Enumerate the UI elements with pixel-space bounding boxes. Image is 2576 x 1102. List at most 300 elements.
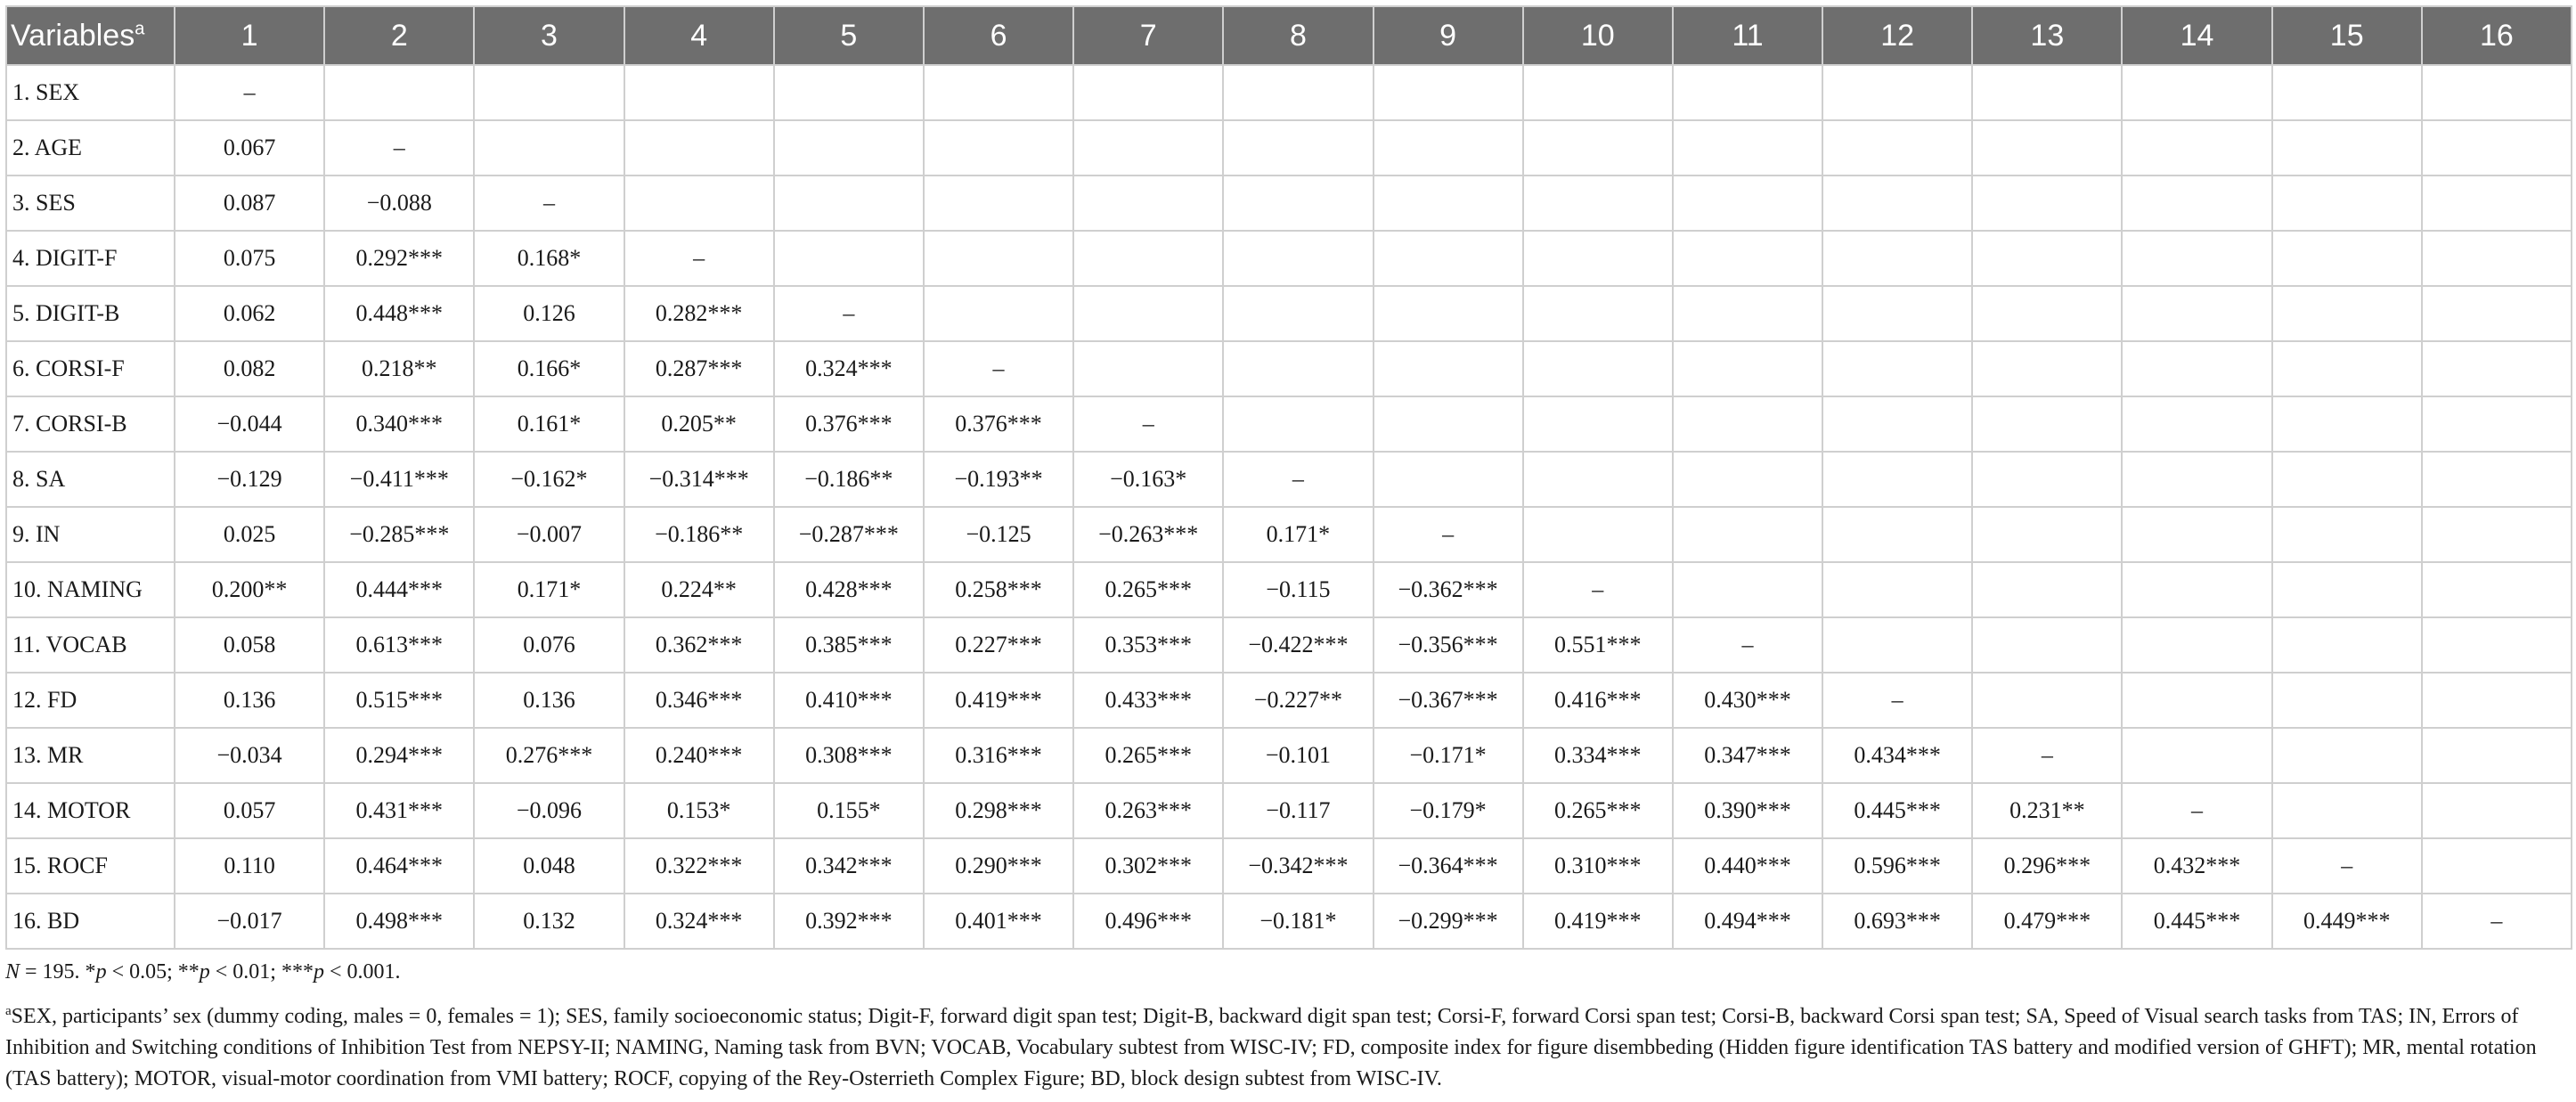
table-cell bbox=[1374, 396, 1523, 452]
table-cell: −0.162* bbox=[474, 452, 624, 507]
table-cell bbox=[1673, 562, 1822, 617]
table-cell: 0.445*** bbox=[1822, 783, 1972, 838]
column-header: 6 bbox=[924, 6, 1073, 65]
column-header: 16 bbox=[2422, 6, 2572, 65]
table-cell: – bbox=[1972, 728, 2122, 783]
table-cell bbox=[2422, 783, 2572, 838]
table-cell: 0.324*** bbox=[774, 341, 924, 396]
table-cell bbox=[1523, 452, 1673, 507]
table-cell: – bbox=[624, 231, 774, 286]
table-cell bbox=[2272, 286, 2422, 341]
table-cell: 0.445*** bbox=[2122, 894, 2271, 949]
row-label: 2. AGE bbox=[6, 120, 175, 176]
table-cell: 0.171* bbox=[474, 562, 624, 617]
table-cell bbox=[1223, 176, 1373, 231]
table-cell: 0.132 bbox=[474, 894, 624, 949]
table-cell: 0.551*** bbox=[1523, 617, 1673, 673]
table-cell: 0.136 bbox=[175, 673, 324, 728]
table-cell bbox=[1223, 231, 1373, 286]
column-header: 14 bbox=[2122, 6, 2271, 65]
table-cell: 0.126 bbox=[474, 286, 624, 341]
table-cell bbox=[2272, 562, 2422, 617]
table-row bbox=[6, 452, 2572, 507]
table-cell bbox=[1822, 65, 1972, 120]
column-header: 4 bbox=[624, 6, 774, 65]
table-cell bbox=[624, 176, 774, 231]
abbreviation-note-text: SEX, participants’ sex (dummy coding, males = 0, females = 1); SES, family socioeconomic status; Digit-F, forward digit span test; Digit-B, backward digit span test; Corsi-F, forward Corsi span test; Corsi-B, backward Corsi span test; SA, Speed of Visual search tasks from TAS; IN, Errors of Inhibition and Switching conditions of Inhibition Test from NEPSY-II; NAMING, Naming task from BVN; VOCAB, Vocabulary subtest from WISC-IV; FD, composite index for figure disembbeding (Hidden figure identification TAS battery and modified version of GHFT); MR, mental rotation (TAS battery); MOTOR, visual-motor coordination from VMI battery; ROCF, copying of the Rey-Osterrieth Complex Figure; BD, block design subtest from WISC-IV. bbox=[5, 1005, 2537, 1090]
table-cell bbox=[1822, 452, 1972, 507]
table-cell: −0.186** bbox=[774, 452, 924, 507]
table-cell bbox=[1673, 120, 1822, 176]
table-cell: −0.193** bbox=[924, 452, 1073, 507]
table-cell: 0.353*** bbox=[1073, 617, 1223, 673]
table-cell: 0.392*** bbox=[774, 894, 924, 949]
table-cell: −0.263*** bbox=[1073, 507, 1223, 562]
table-cell: 0.430*** bbox=[1673, 673, 1822, 728]
table-cell: 0.431*** bbox=[324, 783, 474, 838]
column-header: 8 bbox=[1223, 6, 1373, 65]
table-cell bbox=[2122, 231, 2271, 286]
row-label: 3. SES bbox=[6, 176, 175, 231]
table-cell bbox=[1523, 65, 1673, 120]
table-cell: – bbox=[324, 120, 474, 176]
table-cell bbox=[2422, 617, 2572, 673]
table-cell: 0.479*** bbox=[1972, 894, 2122, 949]
table-cell: 0.136 bbox=[474, 673, 624, 728]
table-cell bbox=[2122, 617, 2271, 673]
table-cell bbox=[2272, 673, 2422, 728]
row-label: 16. BD bbox=[6, 894, 175, 949]
table-row bbox=[6, 507, 2572, 562]
table-cell bbox=[924, 286, 1073, 341]
table-cell bbox=[2422, 286, 2572, 341]
table-cell bbox=[2422, 176, 2572, 231]
table-cell bbox=[1523, 507, 1673, 562]
table-cell: 0.347*** bbox=[1673, 728, 1822, 783]
table-cell bbox=[1223, 396, 1373, 452]
table-cell: 0.416*** bbox=[1523, 673, 1673, 728]
table-cell: −0.163* bbox=[1073, 452, 1223, 507]
table-cell: 0.298*** bbox=[924, 783, 1073, 838]
row-label: 10. NAMING bbox=[6, 562, 175, 617]
table-cell: 0.444*** bbox=[324, 562, 474, 617]
abbreviation-note-mark: a bbox=[5, 1004, 12, 1018]
table-cell: −0.181* bbox=[1223, 894, 1373, 949]
table-cell: – bbox=[474, 176, 624, 231]
table-cell: 0.258*** bbox=[924, 562, 1073, 617]
row-label: 8. SA bbox=[6, 452, 175, 507]
p-threshold-3: < 0.001. bbox=[323, 960, 401, 984]
column-header: 13 bbox=[1972, 6, 2122, 65]
table-cell bbox=[924, 231, 1073, 286]
table-cell bbox=[1673, 231, 1822, 286]
table-cell: 0.282*** bbox=[624, 286, 774, 341]
table-cell: 0.205** bbox=[624, 396, 774, 452]
table-cell: 0.334*** bbox=[1523, 728, 1673, 783]
table-cell: −0.227** bbox=[1223, 673, 1373, 728]
table-cell bbox=[2422, 341, 2572, 396]
table-cell: −0.115 bbox=[1223, 562, 1373, 617]
table-cell: −0.186** bbox=[624, 507, 774, 562]
table-cell bbox=[1374, 231, 1523, 286]
table-row bbox=[6, 894, 2572, 949]
table-cell bbox=[2272, 617, 2422, 673]
table-cell bbox=[1523, 341, 1673, 396]
table-cell bbox=[1972, 341, 2122, 396]
table-cell: 0.449*** bbox=[2272, 894, 2422, 949]
table-cell: −0.171* bbox=[1374, 728, 1523, 783]
table-cell bbox=[1374, 120, 1523, 176]
table-cell: – bbox=[1822, 673, 1972, 728]
p-threshold-1: < 0.05; ** bbox=[106, 960, 200, 984]
table-cell: 0.048 bbox=[474, 838, 624, 894]
table-cell bbox=[2422, 562, 2572, 617]
table-cell bbox=[1073, 231, 1223, 286]
table-cell: 0.110 bbox=[175, 838, 324, 894]
table-cell bbox=[324, 65, 474, 120]
table-cell: −0.034 bbox=[175, 728, 324, 783]
table-cell: −0.364*** bbox=[1374, 838, 1523, 894]
column-header: 10 bbox=[1523, 6, 1673, 65]
table-cell: 0.693*** bbox=[1822, 894, 1972, 949]
table-cell: 0.240*** bbox=[624, 728, 774, 783]
table-cell: 0.324*** bbox=[624, 894, 774, 949]
table-cell: – bbox=[2272, 838, 2422, 894]
table-cell: −0.117 bbox=[1223, 783, 1373, 838]
table-cell bbox=[1972, 231, 2122, 286]
table-cell: −0.101 bbox=[1223, 728, 1373, 783]
table-cell: 0.168* bbox=[474, 231, 624, 286]
table-row bbox=[6, 286, 2572, 341]
table-cell bbox=[2272, 783, 2422, 838]
table-cell: 0.166* bbox=[474, 341, 624, 396]
table-cell bbox=[2422, 507, 2572, 562]
table-cell bbox=[2122, 120, 2271, 176]
table-cell bbox=[1822, 176, 1972, 231]
table-cell: 0.224** bbox=[624, 562, 774, 617]
table-cell: 0.448*** bbox=[324, 286, 474, 341]
table-row bbox=[6, 176, 2572, 231]
row-label: 4. DIGIT-F bbox=[6, 231, 175, 286]
table-cell: – bbox=[924, 341, 1073, 396]
table-cell: 0.432*** bbox=[2122, 838, 2271, 894]
table-cell bbox=[1673, 507, 1822, 562]
table-cell: 0.200** bbox=[175, 562, 324, 617]
table-cell bbox=[2122, 286, 2271, 341]
table-cell: 0.057 bbox=[175, 783, 324, 838]
table-cell: – bbox=[1523, 562, 1673, 617]
column-header: 1 bbox=[175, 6, 324, 65]
table-cell: −0.017 bbox=[175, 894, 324, 949]
significance-note bbox=[5, 960, 401, 984]
table-cell bbox=[2122, 176, 2271, 231]
table-cell bbox=[924, 176, 1073, 231]
table-cell: −0.287*** bbox=[774, 507, 924, 562]
table-cell: −0.342*** bbox=[1223, 838, 1373, 894]
table-cell: 0.076 bbox=[474, 617, 624, 673]
table-cell: 0.087 bbox=[175, 176, 324, 231]
table-cell: 0.434*** bbox=[1822, 728, 1972, 783]
row-label: 6. CORSI-F bbox=[6, 341, 175, 396]
row-label: 14. MOTOR bbox=[6, 783, 175, 838]
table-cell bbox=[1972, 673, 2122, 728]
table-cell bbox=[1972, 617, 2122, 673]
table-cell: – bbox=[1073, 396, 1223, 452]
p-symbol-2: p bbox=[199, 960, 210, 984]
table-cell: −0.007 bbox=[474, 507, 624, 562]
table-cell: 0.058 bbox=[175, 617, 324, 673]
table-cell: 0.294*** bbox=[324, 728, 474, 783]
table-cell: 0.316*** bbox=[924, 728, 1073, 783]
table-cell bbox=[1523, 286, 1673, 341]
table-cell bbox=[1073, 341, 1223, 396]
header-variables-footnote-mark: a bbox=[135, 19, 145, 39]
table-cell bbox=[1822, 231, 1972, 286]
table-cell: 0.596*** bbox=[1822, 838, 1972, 894]
table-cell bbox=[2272, 396, 2422, 452]
table-cell: 0.498*** bbox=[324, 894, 474, 949]
table-cell bbox=[624, 120, 774, 176]
table-cell: 0.171* bbox=[1223, 507, 1373, 562]
table-cell bbox=[1822, 562, 1972, 617]
table-row bbox=[6, 120, 2572, 176]
table-cell: 0.428*** bbox=[774, 562, 924, 617]
row-label: 13. MR bbox=[6, 728, 175, 783]
column-header: 7 bbox=[1073, 6, 1223, 65]
table-cell bbox=[474, 120, 624, 176]
table-cell: 0.496*** bbox=[1073, 894, 1223, 949]
table-cell: 0.155* bbox=[774, 783, 924, 838]
table-cell bbox=[1972, 396, 2122, 452]
table-cell bbox=[1673, 341, 1822, 396]
table-cell: 0.464*** bbox=[324, 838, 474, 894]
table-cell: 0.346*** bbox=[624, 673, 774, 728]
p-threshold-2: < 0.01; *** bbox=[209, 960, 314, 984]
table-cell: −0.314*** bbox=[624, 452, 774, 507]
table-cell bbox=[1822, 120, 1972, 176]
table-cell: −0.299*** bbox=[1374, 894, 1523, 949]
table-cell bbox=[1073, 176, 1223, 231]
header-variables-label: Variables bbox=[11, 18, 135, 53]
table-cell: −0.411*** bbox=[324, 452, 474, 507]
table-cell bbox=[1972, 120, 2122, 176]
table-cell bbox=[2122, 341, 2271, 396]
table-cell: 0.161* bbox=[474, 396, 624, 452]
table-cell bbox=[2422, 396, 2572, 452]
table-cell: −0.285*** bbox=[324, 507, 474, 562]
table-cell: – bbox=[1374, 507, 1523, 562]
correlation-table-container bbox=[5, 5, 2571, 950]
table-cell bbox=[1223, 286, 1373, 341]
table-cell bbox=[2122, 728, 2271, 783]
table-cell bbox=[1822, 286, 1972, 341]
table-cell bbox=[2122, 396, 2271, 452]
table-cell bbox=[2422, 728, 2572, 783]
table-cell: – bbox=[2422, 894, 2572, 949]
table-cell bbox=[1822, 396, 1972, 452]
table-cell: 0.263*** bbox=[1073, 783, 1223, 838]
table-cell bbox=[2272, 341, 2422, 396]
table-row bbox=[6, 562, 2572, 617]
table-cell bbox=[774, 176, 924, 231]
p-symbol-1: p bbox=[95, 960, 107, 984]
table-cell: – bbox=[2122, 783, 2271, 838]
table-cell bbox=[2122, 562, 2271, 617]
table-cell bbox=[1523, 396, 1673, 452]
correlation-table bbox=[5, 5, 2572, 950]
table-cell bbox=[1523, 120, 1673, 176]
table-cell: 0.265*** bbox=[1523, 783, 1673, 838]
table-cell bbox=[1673, 452, 1822, 507]
column-header: 3 bbox=[474, 6, 624, 65]
table-cell: 0.265*** bbox=[1073, 562, 1223, 617]
table-cell bbox=[774, 65, 924, 120]
table-cell: 0.287*** bbox=[624, 341, 774, 396]
table-cell bbox=[924, 120, 1073, 176]
table-cell bbox=[1223, 120, 1373, 176]
column-header: 12 bbox=[1822, 6, 1972, 65]
table-cell: 0.342*** bbox=[774, 838, 924, 894]
table-cell bbox=[2422, 65, 2572, 120]
table-row bbox=[6, 617, 2572, 673]
table-cell bbox=[1374, 65, 1523, 120]
table-cell bbox=[2122, 452, 2271, 507]
abbreviation-note bbox=[5, 996, 2562, 1095]
table-cell: 0.075 bbox=[175, 231, 324, 286]
table-cell: 0.376*** bbox=[924, 396, 1073, 452]
table-cell bbox=[1822, 617, 1972, 673]
table-cell: −0.362*** bbox=[1374, 562, 1523, 617]
table-cell: −0.125 bbox=[924, 507, 1073, 562]
table-cell: 0.302*** bbox=[1073, 838, 1223, 894]
table-body bbox=[6, 65, 2572, 949]
table-cell: 0.322*** bbox=[624, 838, 774, 894]
table-cell: 0.433*** bbox=[1073, 673, 1223, 728]
row-label: 15. ROCF bbox=[6, 838, 175, 894]
table-cell bbox=[1673, 286, 1822, 341]
table-cell: −0.179* bbox=[1374, 783, 1523, 838]
table-cell: 0.308*** bbox=[774, 728, 924, 783]
table-row bbox=[6, 231, 2572, 286]
table-cell: 0.419*** bbox=[924, 673, 1073, 728]
table-row bbox=[6, 838, 2572, 894]
table-cell bbox=[1374, 452, 1523, 507]
table-cell bbox=[1073, 286, 1223, 341]
column-header: 2 bbox=[324, 6, 474, 65]
column-header: 11 bbox=[1673, 6, 1822, 65]
table-cell: 0.265*** bbox=[1073, 728, 1223, 783]
row-label: 1. SEX bbox=[6, 65, 175, 120]
table-cell bbox=[1972, 65, 2122, 120]
table-cell: 0.292*** bbox=[324, 231, 474, 286]
table-row bbox=[6, 728, 2572, 783]
table-cell bbox=[924, 65, 1073, 120]
table-cell: – bbox=[1223, 452, 1373, 507]
table-cell bbox=[2422, 452, 2572, 507]
table-cell: 0.290*** bbox=[924, 838, 1073, 894]
n-label: N bbox=[5, 960, 20, 984]
table-cell bbox=[2122, 507, 2271, 562]
table-cell: 0.494*** bbox=[1673, 894, 1822, 949]
table-cell bbox=[2272, 65, 2422, 120]
table-cell bbox=[1073, 65, 1223, 120]
table-cell: 0.515*** bbox=[324, 673, 474, 728]
table-cell: 0.227*** bbox=[924, 617, 1073, 673]
table-cell: 0.025 bbox=[175, 507, 324, 562]
table-cell: 0.440*** bbox=[1673, 838, 1822, 894]
table-cell bbox=[1972, 452, 2122, 507]
table-cell: 0.310*** bbox=[1523, 838, 1673, 894]
table-cell bbox=[1374, 341, 1523, 396]
row-label: 7. CORSI-B bbox=[6, 396, 175, 452]
table-cell: 0.153* bbox=[624, 783, 774, 838]
table-row bbox=[6, 673, 2572, 728]
row-label: 9. IN bbox=[6, 507, 175, 562]
table-cell bbox=[1673, 65, 1822, 120]
table-cell bbox=[2272, 231, 2422, 286]
table-cell: – bbox=[774, 286, 924, 341]
row-label: 12. FD bbox=[6, 673, 175, 728]
table-cell bbox=[2122, 65, 2271, 120]
table-cell bbox=[2272, 176, 2422, 231]
table-cell: 0.385*** bbox=[774, 617, 924, 673]
table-cell bbox=[1822, 341, 1972, 396]
column-header: 5 bbox=[774, 6, 924, 65]
table-row bbox=[6, 341, 2572, 396]
table-cell bbox=[2422, 231, 2572, 286]
table-cell: −0.088 bbox=[324, 176, 474, 231]
table-cell: 0.362*** bbox=[624, 617, 774, 673]
n-value: = 195. * bbox=[20, 960, 96, 984]
table-cell: 0.276*** bbox=[474, 728, 624, 783]
table-cell: 0.067 bbox=[175, 120, 324, 176]
table-cell: 0.340*** bbox=[324, 396, 474, 452]
header-variables bbox=[6, 6, 175, 65]
table-cell: −0.356*** bbox=[1374, 617, 1523, 673]
column-header: 9 bbox=[1374, 6, 1523, 65]
table-cell bbox=[474, 65, 624, 120]
table-cell bbox=[2122, 673, 2271, 728]
table-cell bbox=[1822, 507, 1972, 562]
table-cell: – bbox=[1673, 617, 1822, 673]
table-cell: 0.401*** bbox=[924, 894, 1073, 949]
table-cell: 0.231** bbox=[1972, 783, 2122, 838]
table-cell: 0.082 bbox=[175, 341, 324, 396]
table-cell bbox=[1972, 286, 2122, 341]
table-cell bbox=[2272, 452, 2422, 507]
table-cell bbox=[624, 65, 774, 120]
table-cell bbox=[1673, 176, 1822, 231]
table-cell bbox=[2422, 838, 2572, 894]
table-cell: 0.390*** bbox=[1673, 783, 1822, 838]
table-cell bbox=[1523, 231, 1673, 286]
table-cell: 0.410*** bbox=[774, 673, 924, 728]
table-cell bbox=[1523, 176, 1673, 231]
table-cell bbox=[1073, 120, 1223, 176]
row-label: 11. VOCAB bbox=[6, 617, 175, 673]
table-cell bbox=[1972, 176, 2122, 231]
table-cell bbox=[1972, 562, 2122, 617]
table-cell: 0.613*** bbox=[324, 617, 474, 673]
table-cell: 0.419*** bbox=[1523, 894, 1673, 949]
table-cell bbox=[1673, 396, 1822, 452]
table-cell: −0.044 bbox=[175, 396, 324, 452]
table-cell bbox=[2272, 728, 2422, 783]
table-cell: −0.422*** bbox=[1223, 617, 1373, 673]
table-row bbox=[6, 783, 2572, 838]
table-cell bbox=[1223, 341, 1373, 396]
table-cell bbox=[1374, 286, 1523, 341]
